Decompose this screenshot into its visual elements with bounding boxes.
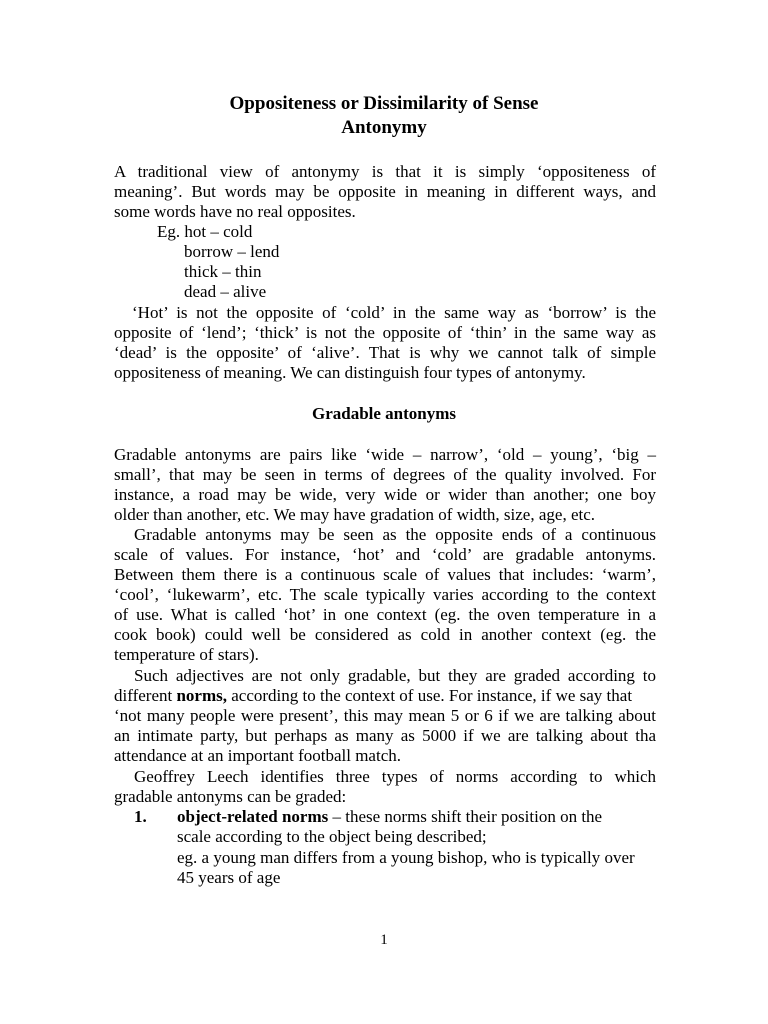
list-item-line-4: 45 years of age [177, 868, 281, 887]
para3-line-4: older than another, etc. We may have gradation of width, size, age, etc. [114, 505, 596, 524]
para2-line-4: oppositeness of meaning. We can distinguish four types of antonymy. [114, 363, 586, 382]
para4-line-6: cook book) could well be considered as cold in another context (eg. the [114, 625, 656, 644]
para5-line-1: Such adjectives are not only gradable, but they are graded according to [134, 666, 656, 685]
para5-line-4: an intimate party, but perhaps as many as 5000 if we are talking about tha [114, 726, 656, 745]
intro-line-3: some words have no real opposites. [114, 202, 356, 221]
list-term: object-related norms [177, 807, 329, 826]
document-subtitle: Antonymy [341, 117, 427, 138]
list-item-line-1 [177, 807, 656, 827]
para6-line-2: gradable antonyms can be graded: [114, 787, 347, 806]
para2-line-3: ‘dead’ is the opposite’ of ‘alive’. That is why we cannot talk of simple [114, 343, 656, 362]
para4-line-7: temperature of stars). [114, 645, 259, 664]
example-3: thick – thin [184, 262, 262, 281]
norms-term: norms, [176, 686, 227, 705]
para4-line-3: Between them there is a continuous scale of values that includes: ‘warm’, [114, 565, 656, 584]
page-number: 1 [380, 932, 388, 948]
example-2: borrow – lend [184, 242, 280, 261]
list-item-line-1-post: – these norms shift their position on the [328, 807, 603, 826]
para2-line-1: ‘Hot’ is not the opposite of ‘cold’ in the same way as ‘borrow’ is the [132, 303, 656, 322]
example-1: Eg. hot – cold [157, 222, 253, 241]
para4-line-4: ‘cool’, ‘lukewarm’, etc. The scale typically varies according to the context [114, 585, 656, 604]
para5-line-2 [114, 686, 656, 706]
section-heading: Gradable antonyms [311, 404, 457, 423]
document-title: Oppositeness or Dissimilarity of Sense [229, 93, 539, 114]
list-number: 1. [134, 807, 147, 826]
para5-line-5: attendance at an important football match. [114, 746, 401, 765]
para3-line-1: Gradable antonyms are pairs like ‘wide – narrow’, ‘old – young’, ‘big – [114, 445, 656, 464]
intro-line-1: A traditional view of antonymy is that it is simply ‘oppositeness of [114, 162, 656, 181]
list-item-line-3: eg. a young man differs from a young bishop, who is typically over [177, 848, 635, 867]
example-4: dead – alive [184, 282, 267, 301]
para5-line-2-pre: different [114, 686, 177, 705]
para3-line-3: instance, a road may be wide, very wide or wider than another; one boy [114, 485, 656, 504]
para5-line-3: ‘not many people were present’, this may mean 5 or 6 if we are talking about [114, 706, 656, 725]
para4-line-5: of use. What is called ‘hot’ in one context (eg. the oven temperature in a [114, 605, 656, 624]
para5-line-2-post: according to the context of use. For instance, if we say that [227, 686, 633, 705]
list-item-line-2: scale according to the object being described; [177, 827, 487, 846]
intro-line-2: meaning’. But words may be opposite in meaning in different ways, and [114, 182, 656, 201]
para6-line-1: Geoffrey Leech identifies three types of norms according to which [134, 767, 656, 786]
para4-line-2: scale of values. For instance, ‘hot’ and ‘cold’ are gradable antonyms. [114, 545, 656, 564]
para2-line-2: opposite of ‘lend’; ‘thick’ is not the opposite of ‘thin’ in the same way as [114, 323, 656, 342]
para4-line-1: Gradable antonyms may be seen as the opposite ends of a continuous [134, 525, 656, 544]
para3-line-2: small’, that may be seen in terms of degrees of the quality involved. For [114, 465, 656, 484]
